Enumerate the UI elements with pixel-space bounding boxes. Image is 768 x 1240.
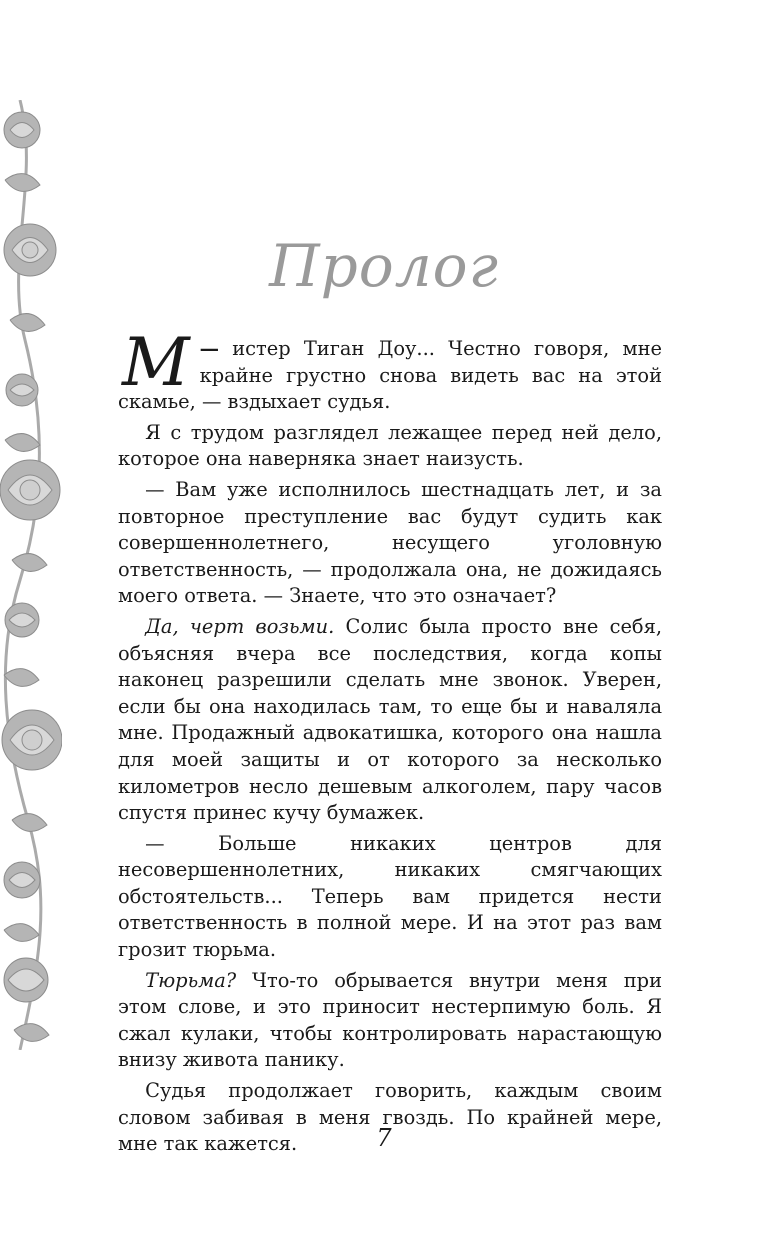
paragraph-3: — Вам уже исполнилось шестнадцать лет, и за повторное преступление вас будут судить как совершеннолетнего, несущего уголовную ответственность, — продолжала она, не дожидаясь моего ответа. — Знаете, что это означает? (118, 477, 662, 608)
rose-icon (6, 374, 38, 406)
rose-icon (0, 460, 60, 520)
leaf-icon (4, 669, 39, 687)
paragraph-2: Я с трудом разглядел лежащее перед ней дело, которое она наверняка знает наизусть. (118, 420, 662, 471)
paragraph-5: — Больше никаких центров для несовершеннолетних, никаких смягчающих обстоятельств... Теперь вам придется нести ответственность в полной мере. И на этот раз вам грозит тюрьма. (118, 831, 662, 962)
paragraph-6-italic: Тюрьма? (145, 968, 237, 992)
rose-icon (4, 958, 48, 1002)
rose-icon (4, 112, 40, 148)
rose-icon (2, 710, 62, 770)
rose-icon (5, 603, 39, 637)
paragraph-4-italic: Да, черт возьми. (145, 614, 335, 638)
rose-icon (4, 862, 40, 898)
leaf-icon (14, 1024, 49, 1042)
paragraph-6 (118, 968, 662, 1074)
leaf-icon (5, 174, 40, 192)
paragraph-1-text: истер Тиган Доу... Честно говоря, мне крайне грустно снова видеть вас на этой скамье, — вздыхает судья. (118, 337, 662, 414)
leaf-icon (5, 434, 40, 452)
paragraph-1 (118, 324, 662, 416)
paragraph-6-text: Что-то обрывается внутри меня при этом слове, и это приносит нестерпимую боль. Я сжал кулаки, чтобы контролировать нарастающую внизу живота панику. (118, 968, 662, 1072)
body-text (118, 324, 662, 1162)
leaf-icon (12, 554, 47, 572)
paragraph-4 (118, 614, 662, 827)
chapter-title: Пролог (269, 232, 499, 300)
drop-cap: М (122, 324, 190, 401)
paragraph-4-text: Солис была просто вне себя, объясняя вчера все последствия, когда копы наконец разрешили сделать мне звонок. Уверен, если бы она находилась там, то еще бы и наваляла мне. Продажный адвокатишка, которого она нашла для моей защиты и от которого за несколько километров несло дешевым алкоголем, пару часов спустя принес кучу бумажек. (118, 614, 662, 825)
page-number: 7 (376, 1124, 392, 1152)
leaf-icon (4, 924, 39, 942)
paragraph-7: Судья продолжает говорить, каждым своим словом забивая в меня гвоздь. По крайней мере, мне так кажется. (118, 1079, 662, 1156)
leaf-icon (12, 814, 47, 832)
leaf-icon (10, 314, 45, 332)
dialogue-dash: — (199, 337, 219, 360)
